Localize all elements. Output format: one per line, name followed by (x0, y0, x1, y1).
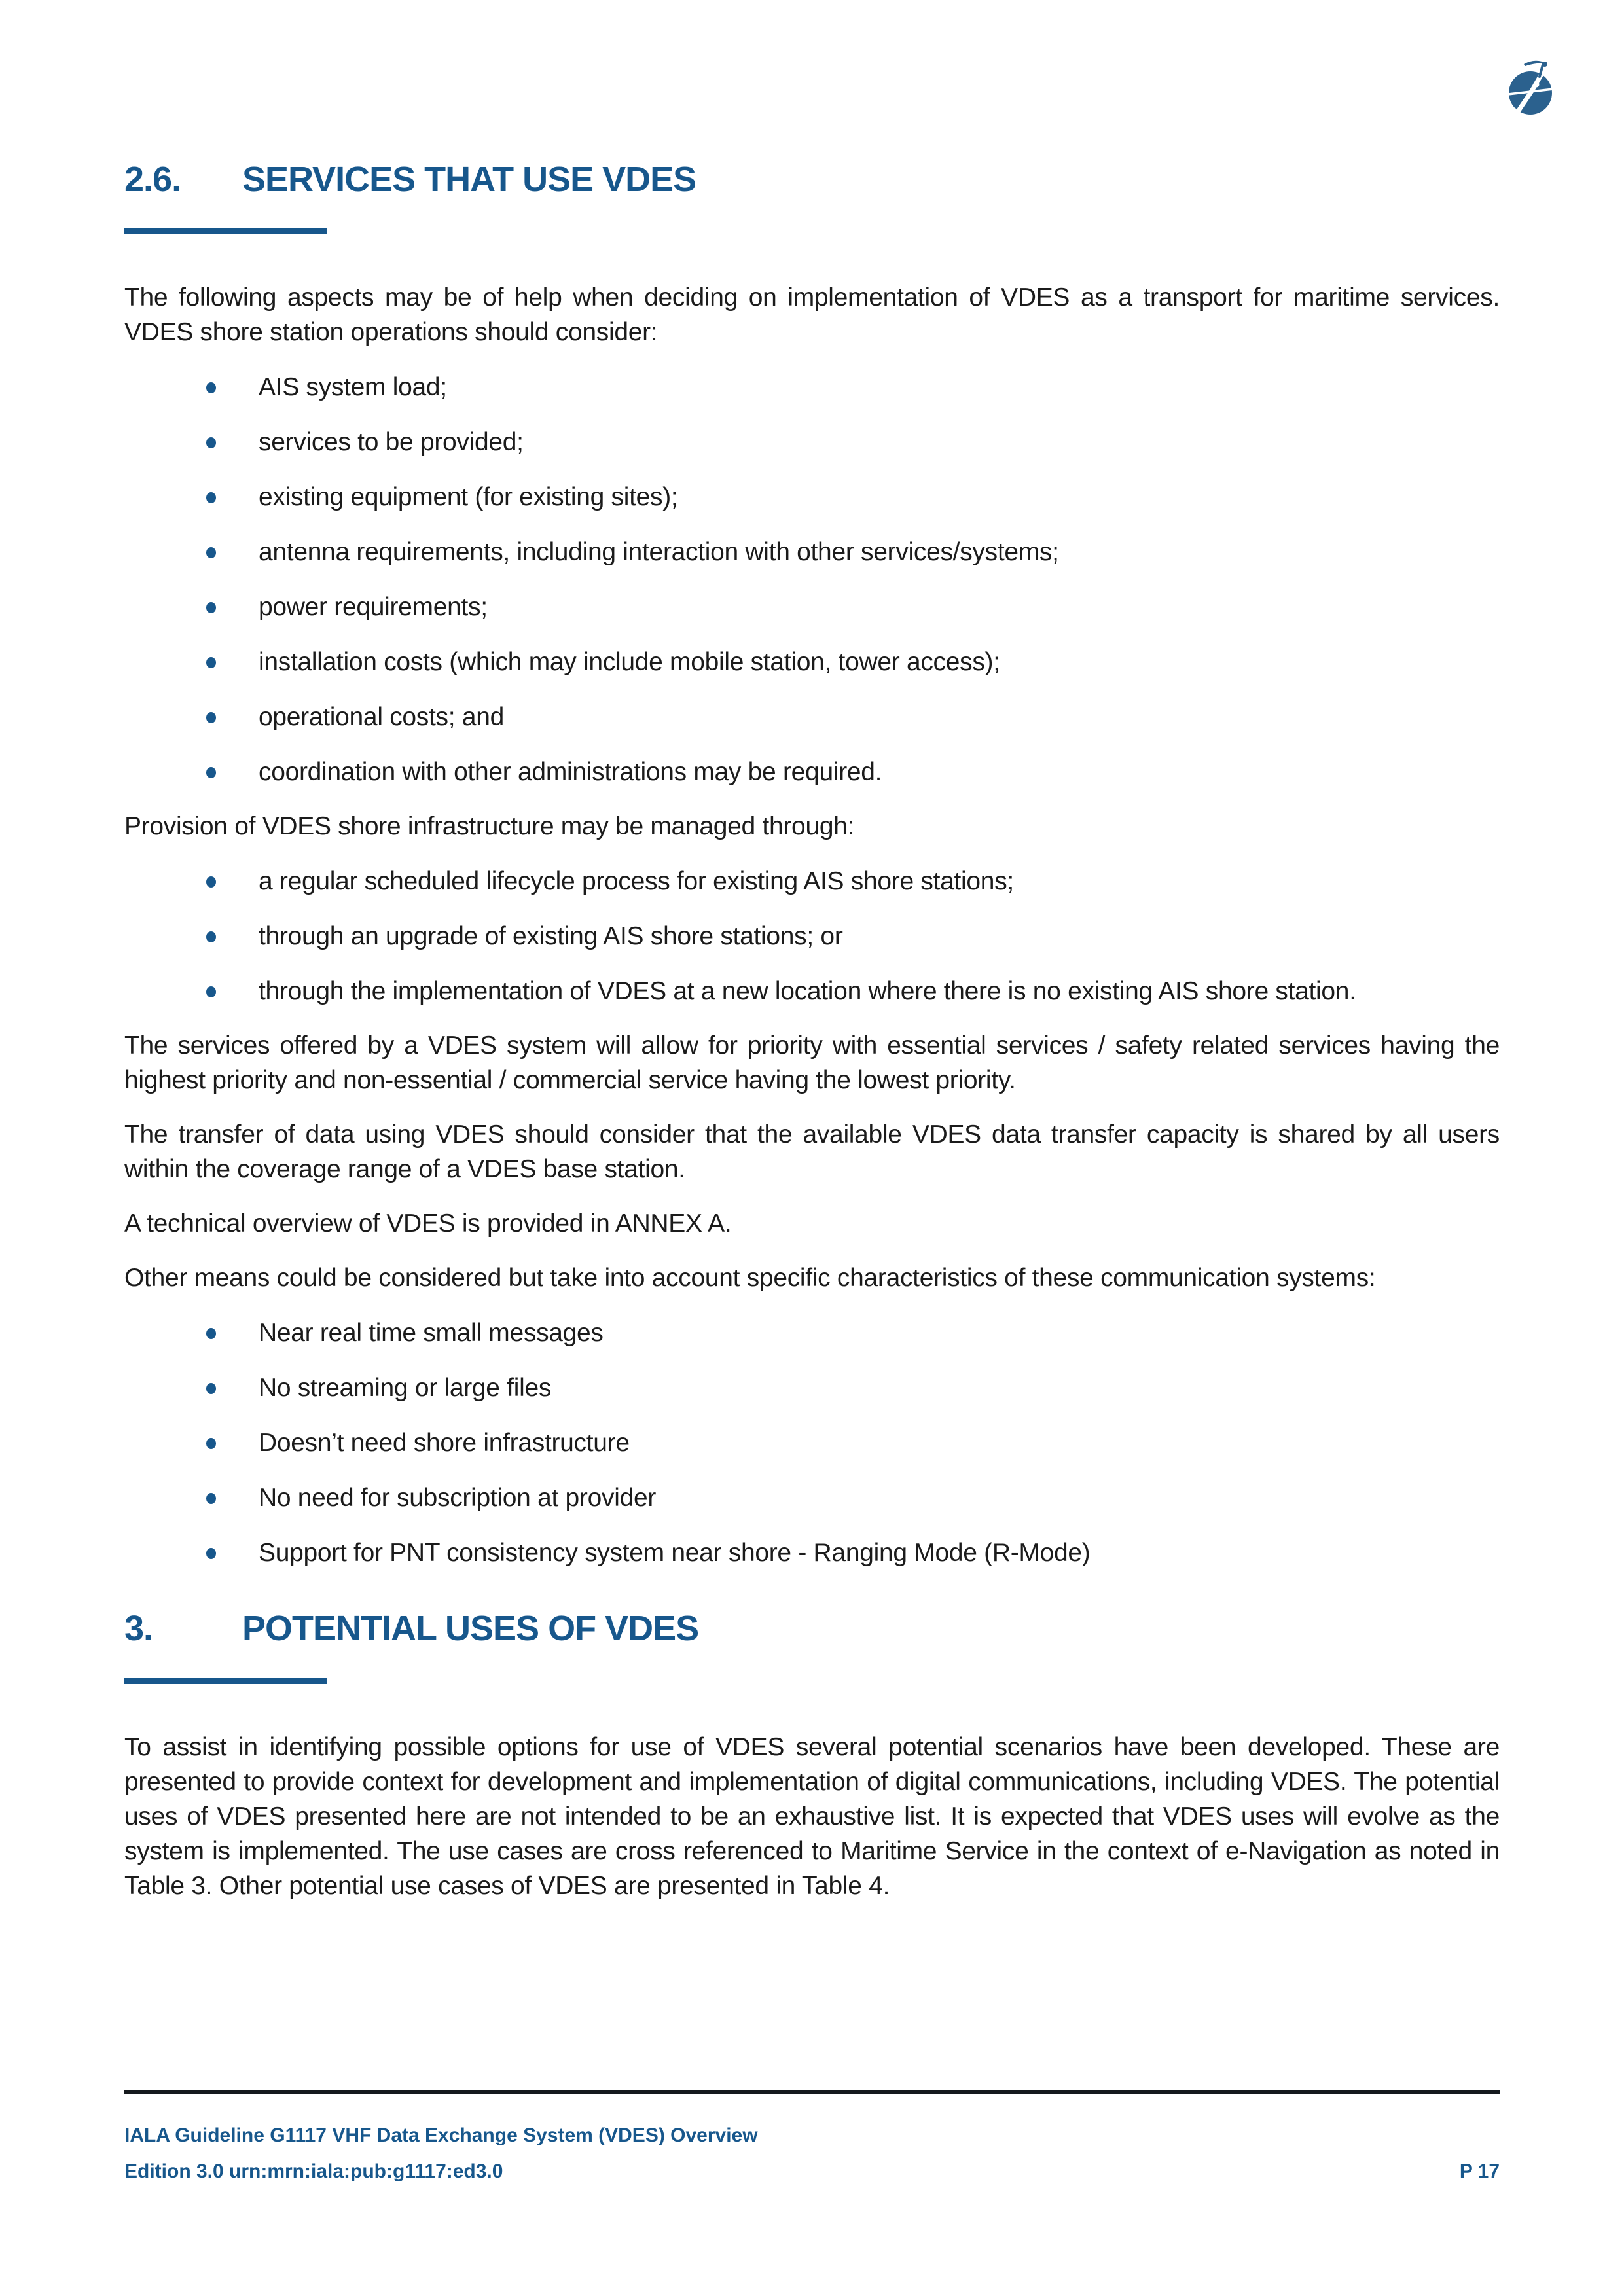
heading-underline (124, 1678, 327, 1684)
list-item: through an upgrade of existing AIS shore stations; or (124, 919, 1500, 954)
list-item: existing equipment (for existing sites); (124, 480, 1500, 514)
section-heading-3 (124, 1609, 1500, 1648)
list-item: through the implementation of VDES at a new location where there is no existing AIS shore station. (124, 974, 1500, 1009)
page-content (0, 160, 1624, 1903)
paragraph-intro: The following aspects may be of help when deciding on implementation of VDES as a transport for maritime services. VDES shore station operations should consider: (124, 283, 1500, 347)
paragraph-other-means: Other means could be considered but take into account specific characteristics of these communication systems: (124, 1264, 1376, 1293)
paragraph-annex: A technical overview of VDES is provided in ANNEX A. (124, 1210, 732, 1238)
other-means-list (124, 1316, 1500, 1570)
section-title: POTENTIAL USES OF VDES (242, 1609, 699, 1649)
paragraph-transfer: The transfer of data using VDES should consider that the available VDES data transfer capacity is shared by all users within the coverage range of a VDES base station. (124, 1121, 1500, 1184)
heading-underline (124, 228, 327, 234)
list-item: operational costs; and (124, 700, 1500, 734)
list-item: a regular scheduled lifecycle process for existing AIS shore stations; (124, 864, 1500, 899)
list-item: power requirements; (124, 590, 1500, 624)
section-title: SERVICES THAT USE VDES (242, 160, 696, 199)
list-item: No need for subscription at provider (124, 1480, 1500, 1515)
section-number: 2.6. (124, 160, 181, 199)
list-item: AIS system load; (124, 370, 1500, 404)
list-item: No streaming or large files (124, 1371, 1500, 1405)
list-item: Support for PNT consistency system near shore - Ranging Mode (R-Mode) (124, 1535, 1500, 1570)
paragraph-priority: The services offered by a VDES system will allow for priority with essential services / safety related services having the highest priority and non-essential / commercial service having the lowest priority. (124, 1031, 1500, 1095)
list-item: coordination with other administrations may be required. (124, 755, 1500, 789)
list-item: antenna requirements, including interaction with other services/systems; (124, 535, 1500, 569)
section-heading-2-6 (124, 160, 1500, 199)
footer-edition: Edition 3.0 urn:mrn:iala:pub:g1117:ed3.0 (124, 2161, 503, 2182)
list-item: services to be provided; (124, 425, 1500, 459)
footer-page-number: P 17 (1459, 2161, 1500, 2182)
iala-logo-icon (1499, 56, 1564, 121)
list-item: installation costs (which may include mobile station, tower access); (124, 645, 1500, 679)
considerations-list (124, 370, 1500, 789)
page-footer (124, 2090, 1500, 2183)
list-item: Doesn’t need shore infrastructure (124, 1426, 1500, 1460)
list-item: Near real time small messages (124, 1316, 1500, 1350)
paragraph-provision: Provision of VDES shore infrastructure may be managed through: (124, 812, 855, 841)
paragraph-section3-intro: To assist in identifying possible options for use of VDES several potential scenarios have been developed. These are presented to provide context for development and implementation of digital communications, including VDES. The potential uses of VDES presented here are not intended to be an exhaustive list. It is expected that VDES uses will evolve as the system is implemented. The use cases are cross referenced to Maritime Service in the context of e-Navigation as noted in Table 3. Other potential use cases of VDES are presented in Table 4. (124, 1732, 1500, 1900)
provision-options-list (124, 864, 1500, 1009)
footer-rule (124, 2090, 1500, 2094)
footer-document-title: IALA Guideline G1117 VHF Data Exchange System (VDES) Overview (124, 2125, 758, 2146)
section-number: 3. (124, 1609, 153, 1649)
